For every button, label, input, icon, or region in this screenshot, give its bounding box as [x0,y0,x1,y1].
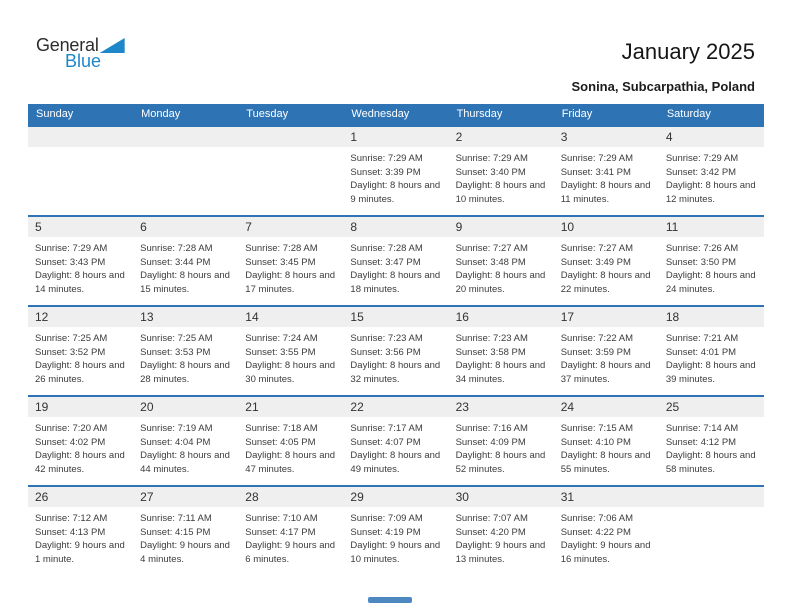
daylight-line: Daylight: 8 hours and 10 minutes. [455,180,546,205]
weekday-header-monday: Monday [141,108,181,120]
logo-text-blue: Blue [65,51,102,71]
day-cell [343,487,448,575]
calendar-table [28,104,764,575]
sunrise-line: Sunrise: 7:07 AM [455,513,528,524]
sunrise-line: Sunrise: 7:20 AM [35,423,108,434]
sunrise-line: Sunrise: 7:17 AM [350,423,423,434]
day-cell [28,487,133,575]
daylight-line: Daylight: 8 hours and 37 minutes. [560,360,651,385]
day-cell [449,127,554,215]
sunset-line: Sunset: 3:40 PM [455,166,526,178]
daylight-line: Daylight: 8 hours and 24 minutes. [665,270,756,295]
sunrise-line: Sunrise: 7:11 AM [140,513,212,524]
day-details [238,507,343,566]
day-cell [28,217,133,305]
week-row [28,125,764,215]
sunset-line: Sunset: 3:48 PM [455,256,526,268]
day-cell [133,397,238,485]
sunrise-line: Sunrise: 7:15 AM [560,423,634,434]
day-cell [238,307,343,395]
sunset-line: Sunset: 3:43 PM [35,256,106,268]
daylight-line: Daylight: 8 hours and 20 minutes. [455,270,546,295]
daylight-line: Daylight: 8 hours and 9 minutes. [350,180,441,205]
daylight-line: Daylight: 8 hours and 30 minutes. [245,360,336,385]
day-cell [659,307,764,395]
sunset-line: Sunset: 3:49 PM [560,256,631,268]
day-cell [449,307,554,395]
sunset-line: Sunset: 3:52 PM [35,346,106,358]
daylight-line: Daylight: 8 hours and 47 minutes. [245,450,336,475]
day-number: 14 [238,307,343,327]
day-cell [659,127,764,215]
day-details [659,147,764,206]
daylight-line: Daylight: 8 hours and 44 minutes. [140,450,230,475]
sunset-line: Sunset: 3:41 PM [560,166,631,178]
day-cell [343,127,448,215]
weekday-header-saturday: Saturday [666,108,711,120]
day-cell [133,307,238,395]
sunrise-line: Sunrise: 7:16 AM [455,423,528,434]
day-cell [554,307,659,395]
day-details [449,327,554,386]
sunrise-line: Sunrise: 7:28 AM [140,243,213,254]
sunset-line: Sunset: 3:42 PM [665,166,737,178]
sunset-line: Sunset: 4:19 PM [350,526,421,538]
week-row [28,395,764,485]
day-number: 15 [343,307,448,327]
generalblue-logo [36,36,125,70]
sunset-line: Sunset: 3:53 PM [140,346,211,358]
day-details [449,237,554,296]
sunset-line: Sunset: 3:44 PM [140,256,211,268]
sunset-line: Sunset: 3:47 PM [350,256,421,268]
sunrise-line: Sunrise: 7:23 AM [455,333,528,344]
sunset-line: Sunset: 4:05 PM [245,436,316,448]
day-details [449,417,554,476]
day-number: 2 [449,127,554,147]
sunset-line: Sunset: 3:50 PM [665,256,737,268]
day-number: 16 [449,307,554,327]
sunrise-line: Sunrise: 7:06 AM [560,513,634,524]
sunrise-line: Sunrise: 7:09 AM [350,513,423,524]
daylight-line: Daylight: 8 hours and 42 minutes. [35,450,125,475]
day-details [554,147,659,206]
day-details [449,507,554,566]
daylight-line: Daylight: 8 hours and 58 minutes. [665,450,756,475]
day-cell [554,217,659,305]
day-cell [659,397,764,485]
day-number: 29 [343,487,448,507]
day-details [238,327,343,386]
day-number: 1 [343,127,448,147]
sunset-line: Sunset: 4:15 PM [140,526,211,538]
sunrise-line: Sunrise: 7:29 AM [35,243,108,254]
day-cell [343,217,448,305]
daylight-line: Daylight: 9 hours and 10 minutes. [350,540,441,565]
page-subtitle: Sonina, Subcarpathia, Poland [571,79,755,94]
day-details [659,507,764,512]
day-number: 3 [554,127,659,147]
weekday-header-sunday: Sunday [36,108,74,120]
weekday-header-thursday: Thursday [456,108,503,120]
day-cell-empty [133,127,238,215]
day-number: 20 [133,397,238,417]
sunset-line: Sunset: 4:22 PM [560,526,631,538]
day-details [238,417,343,476]
day-details [133,327,238,386]
day-details [28,147,133,152]
day-details [554,327,659,386]
day-number: 5 [28,217,133,237]
day-cell [238,397,343,485]
daylight-line: Daylight: 9 hours and 13 minutes. [455,540,546,565]
sunset-line: Sunset: 4:04 PM [140,436,211,448]
sunrise-line: Sunrise: 7:28 AM [245,243,318,254]
sunrise-line: Sunrise: 7:22 AM [560,333,634,344]
day-cell [238,487,343,575]
sunrise-line: Sunrise: 7:25 AM [35,333,108,344]
sunset-line: Sunset: 4:01 PM [665,346,737,358]
sunrise-line: Sunrise: 7:26 AM [665,243,739,254]
day-number: 27 [133,487,238,507]
daylight-line: Daylight: 8 hours and 32 minutes. [350,360,441,385]
sunset-line: Sunset: 4:20 PM [455,526,526,538]
daylight-line: Daylight: 8 hours and 26 minutes. [35,360,125,385]
day-details [659,417,764,476]
footer-logo-mark [368,597,412,603]
sunrise-line: Sunrise: 7:23 AM [350,333,423,344]
weekday-header-tuesday: Tuesday [246,108,289,120]
day-number: 7 [238,217,343,237]
daylight-line: Daylight: 8 hours and 55 minutes. [560,450,651,475]
day-number [28,127,133,147]
sunrise-line: Sunrise: 7:21 AM [665,333,739,344]
daylight-line: Daylight: 8 hours and 18 minutes. [350,270,441,295]
day-number: 18 [659,307,764,327]
day-details [133,147,238,152]
week-row [28,485,764,575]
day-cell-empty [659,487,764,575]
day-number: 22 [343,397,448,417]
day-cell [238,217,343,305]
sunrise-line: Sunrise: 7:29 AM [350,153,423,164]
day-details [28,237,133,296]
day-number [659,487,764,507]
sunrise-line: Sunrise: 7:25 AM [140,333,213,344]
day-details [554,237,659,296]
daylight-line: Daylight: 8 hours and 14 minutes. [35,270,125,295]
sunset-line: Sunset: 4:13 PM [35,526,106,538]
day-number: 9 [449,217,554,237]
daylight-line: Daylight: 8 hours and 15 minutes. [140,270,230,295]
daylight-line: Daylight: 9 hours and 1 minute. [35,540,125,565]
day-cell [554,127,659,215]
week-row [28,215,764,305]
sunset-line: Sunset: 3:59 PM [560,346,631,358]
day-details [659,237,764,296]
daylight-line: Daylight: 9 hours and 16 minutes. [560,540,651,565]
day-number [238,127,343,147]
day-cell [343,397,448,485]
day-cell-empty [28,127,133,215]
day-number: 13 [133,307,238,327]
day-details [28,417,133,476]
sunrise-line: Sunrise: 7:18 AM [245,423,318,434]
day-number: 8 [343,217,448,237]
logo-triangle-icon [100,38,125,53]
day-details [449,147,554,206]
day-number: 21 [238,397,343,417]
day-details [133,417,238,476]
sunset-line: Sunset: 4:09 PM [455,436,526,448]
sunset-line: Sunset: 4:17 PM [245,526,316,538]
day-details [554,507,659,566]
day-number: 26 [28,487,133,507]
day-number: 19 [28,397,133,417]
day-details [343,507,448,566]
sunset-line: Sunset: 3:45 PM [245,256,316,268]
sunset-line: Sunset: 4:10 PM [560,436,631,448]
day-details [659,327,764,386]
day-cell [449,487,554,575]
day-cell [449,397,554,485]
day-cell [28,397,133,485]
day-number: 10 [554,217,659,237]
sunset-line: Sunset: 3:56 PM [350,346,421,358]
day-details [343,147,448,206]
daylight-line: Daylight: 9 hours and 4 minutes. [140,540,230,565]
daylight-line: Daylight: 9 hours and 6 minutes. [245,540,336,565]
sunrise-line: Sunrise: 7:29 AM [560,153,634,164]
page-title: January 2025 [621,39,755,64]
daylight-line: Daylight: 8 hours and 17 minutes. [245,270,336,295]
day-cell [133,487,238,575]
day-cell [554,397,659,485]
day-number: 28 [238,487,343,507]
day-details [133,237,238,296]
sunset-line: Sunset: 3:39 PM [350,166,421,178]
day-cell [449,217,554,305]
sunset-line: Sunset: 4:12 PM [665,436,737,448]
weekday-header-friday: Friday [561,108,593,120]
sunrise-line: Sunrise: 7:24 AM [245,333,318,344]
calendar-weeks [28,125,764,575]
day-cell [659,217,764,305]
day-number: 24 [554,397,659,417]
sunrise-line: Sunrise: 7:12 AM [35,513,108,524]
day-details [133,507,238,566]
sunset-line: Sunset: 4:07 PM [350,436,421,448]
daylight-line: Daylight: 8 hours and 34 minutes. [455,360,546,385]
sunrise-line: Sunrise: 7:10 AM [245,513,318,524]
sunrise-line: Sunrise: 7:19 AM [140,423,213,434]
week-row [28,305,764,395]
sunrise-line: Sunrise: 7:27 AM [560,243,634,254]
sunset-line: Sunset: 4:02 PM [35,436,106,448]
day-details [28,327,133,386]
day-details [238,147,343,152]
daylight-line: Daylight: 8 hours and 12 minutes. [665,180,756,205]
daylight-line: Daylight: 8 hours and 11 minutes. [560,180,651,205]
sunset-line: Sunset: 3:58 PM [455,346,526,358]
day-cell [133,217,238,305]
day-cell [28,307,133,395]
day-number: 12 [28,307,133,327]
daylight-line: Daylight: 8 hours and 39 minutes. [665,360,756,385]
sunrise-line: Sunrise: 7:29 AM [665,153,739,164]
day-number: 23 [449,397,554,417]
sunrise-line: Sunrise: 7:14 AM [665,423,739,434]
sunrise-line: Sunrise: 7:28 AM [350,243,423,254]
day-details [554,417,659,476]
day-number: 6 [133,217,238,237]
daylight-line: Daylight: 8 hours and 28 minutes. [140,360,230,385]
day-number: 30 [449,487,554,507]
logo-text-general: General [36,35,99,55]
day-cell-empty [238,127,343,215]
day-details [238,237,343,296]
weekday-header-wednesday: Wednesday [351,108,410,120]
day-details [28,507,133,566]
day-number: 31 [554,487,659,507]
sunrise-line: Sunrise: 7:29 AM [455,153,528,164]
day-number [133,127,238,147]
daylight-line: Daylight: 8 hours and 52 minutes. [455,450,546,475]
day-number: 11 [659,217,764,237]
day-cell [343,307,448,395]
sunrise-line: Sunrise: 7:27 AM [455,243,528,254]
daylight-line: Daylight: 8 hours and 49 minutes. [350,450,441,475]
weekday-header-row [28,104,764,125]
day-number: 4 [659,127,764,147]
day-details [343,327,448,386]
daylight-line: Daylight: 8 hours and 22 minutes. [560,270,651,295]
day-details [343,237,448,296]
day-number: 25 [659,397,764,417]
day-cell [554,487,659,575]
day-number: 17 [554,307,659,327]
day-details [343,417,448,476]
sunset-line: Sunset: 3:55 PM [245,346,316,358]
